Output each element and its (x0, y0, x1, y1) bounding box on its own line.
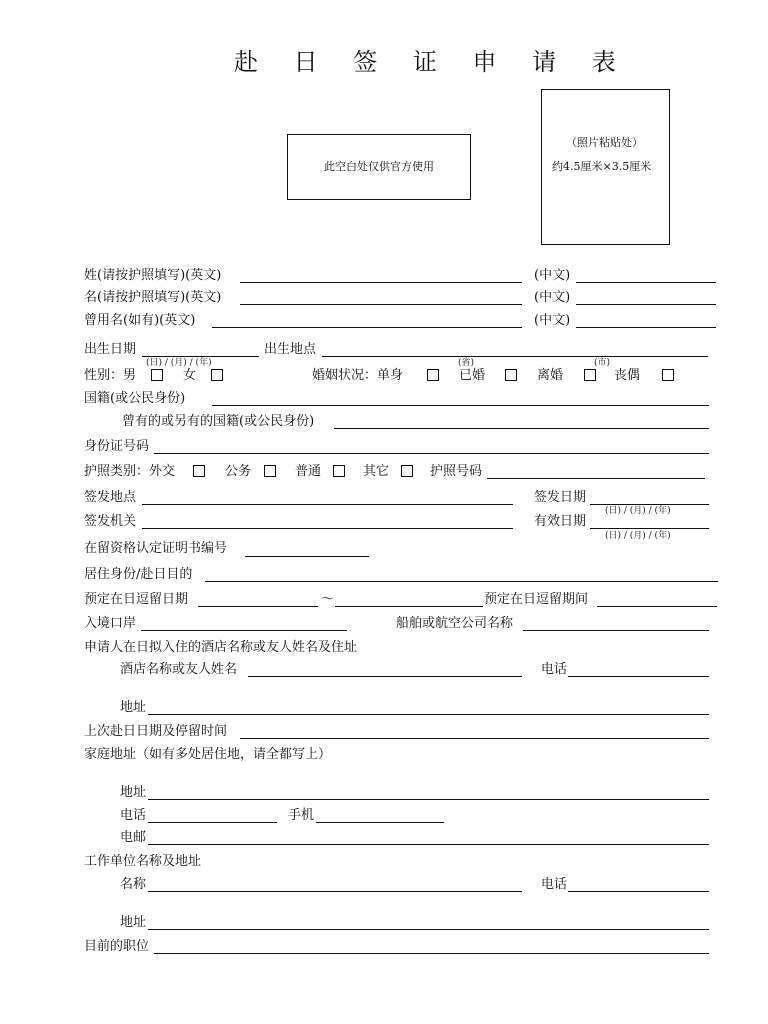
ordinary-label: 普通 (295, 464, 322, 479)
work-header: 工作单位名称及地址 (84, 854, 202, 869)
official-use-text: 此空白处仅供官方使用 (324, 160, 434, 173)
widowed-label: 丧偶 (614, 368, 641, 383)
sex-label: 性别：男 (84, 368, 137, 383)
given-en-field[interactable] (240, 304, 522, 305)
id-number-label: 身份证号码 (84, 439, 150, 454)
stay-dates-label: 预定在日逗留日期 (84, 592, 189, 607)
last-visit-field[interactable] (240, 738, 709, 739)
home-address-label: 地址 (120, 785, 147, 800)
photo-size: 约4.5厘米×3.5厘米 (552, 160, 652, 173)
port-entry-label: 入境口岸 (84, 616, 137, 631)
divorced-label: 离婚 (537, 368, 564, 383)
given-cn-field[interactable] (576, 304, 716, 305)
email-field[interactable] (148, 844, 709, 845)
position-field[interactable] (154, 953, 709, 954)
ship-airline-label: 船舶或航空公司名称 (396, 616, 514, 631)
former-nationality-label: 曾有的或另有的国籍(或公民身份) (122, 414, 315, 429)
city-hint: (市) (594, 358, 611, 368)
work-phone-field[interactable] (568, 891, 709, 892)
purpose-label: 居住身份/赴日目的 (84, 567, 193, 582)
former-name-en-field[interactable] (212, 327, 522, 328)
hotel-phone-field[interactable] (568, 676, 709, 677)
stay-to-field[interactable] (335, 606, 483, 607)
stay-period-field[interactable] (597, 606, 717, 607)
birthplace-field[interactable] (322, 356, 708, 357)
surname-cn-field[interactable] (576, 282, 716, 283)
work-address-label: 地址 (120, 915, 147, 930)
given-en-label: 名(请按护照填写)(英文) (84, 290, 222, 305)
issue-place-label: 签发地点 (84, 490, 137, 505)
issue-date-field[interactable] (590, 504, 709, 505)
married-label: 已婚 (459, 368, 486, 383)
surname-en-label: 姓(请按护照填写)(英文) (84, 268, 222, 283)
hotel-name-label: 酒店名称或友人姓名 (120, 662, 238, 677)
home-address-field[interactable] (148, 799, 709, 800)
dob-label: 出生日期 (84, 342, 137, 357)
work-address-field[interactable] (148, 929, 709, 930)
passport-no-field[interactable] (487, 478, 705, 479)
nationality-field[interactable] (212, 405, 709, 406)
form-title: 赴 日 签 证 申 请 表 (234, 48, 630, 76)
official-use-box (287, 134, 471, 200)
port-entry-field[interactable] (141, 630, 347, 631)
coe-label: 在留资格认定证明书编号 (84, 541, 228, 556)
province-hint: (省) (458, 358, 475, 368)
issue-authority-field[interactable] (142, 528, 513, 529)
divorced-checkbox[interactable] (584, 369, 596, 381)
dob-hint: (日) / (月) / (年) (146, 358, 212, 368)
photo-box (541, 89, 670, 245)
official-label: 公务 (225, 464, 252, 479)
issue-date-label: 签发日期 (534, 490, 587, 505)
purpose-field[interactable] (205, 581, 718, 582)
given-cn-label: (中文) (534, 290, 571, 305)
single-checkbox[interactable] (427, 369, 439, 381)
issue-authority-label: 签发机关 (84, 514, 137, 529)
coe-field[interactable] (245, 556, 369, 557)
ship-airline-field[interactable] (523, 630, 709, 631)
diplomatic-checkbox[interactable] (193, 465, 205, 477)
former-nationality-field[interactable] (334, 428, 709, 429)
male-checkbox[interactable] (151, 369, 163, 381)
stay-from-field[interactable] (198, 606, 318, 607)
stay-period-label: 预定在日逗留期间 (484, 592, 589, 607)
mobile-field[interactable] (316, 822, 444, 823)
married-checkbox[interactable] (505, 369, 517, 381)
female-label: 女 (183, 368, 197, 383)
former-name-cn-label: (中文) (534, 313, 571, 328)
hotel-phone-label: 电话 (541, 662, 568, 677)
hotel-name-field[interactable] (248, 676, 522, 677)
hotel-address-field[interactable] (148, 714, 709, 715)
expiry-date-label: 有效日期 (534, 514, 587, 529)
passport-no-label: 护照号码 (430, 464, 483, 479)
surname-cn-label: (中文) (534, 268, 571, 283)
position-label: 目前的职位 (84, 939, 150, 954)
work-phone-label: 电话 (541, 877, 568, 892)
hotel-header: 申请人在日拟入住的酒店名称或友人姓名及住址 (84, 640, 358, 655)
expiry-date-hint: (日) / (月) / (年) (605, 531, 671, 541)
hotel-address-label: 地址 (120, 700, 147, 715)
home-header: 家庭地址（如有多处居住地，请全都写上） (84, 747, 332, 762)
work-name-field[interactable] (148, 891, 522, 892)
issue-place-field[interactable] (142, 504, 513, 505)
dob-field[interactable] (142, 356, 259, 357)
former-name-cn-field[interactable] (576, 327, 716, 328)
ordinary-checkbox[interactable] (333, 465, 345, 477)
widowed-checkbox[interactable] (662, 369, 674, 381)
other-checkbox[interactable] (401, 465, 413, 477)
marital-label: 婚姻状况：单身 (312, 368, 404, 383)
nationality-label: 国籍(或公民身份) (84, 391, 186, 406)
issue-date-hint: (日) / (月) / (年) (605, 506, 671, 516)
official-checkbox[interactable] (264, 465, 276, 477)
surname-en-field[interactable] (240, 282, 522, 283)
email-label: 电邮 (120, 830, 147, 845)
last-visit-label: 上次赴日日期及停留时间 (84, 724, 228, 739)
other-label: 其它 (363, 464, 390, 479)
birthplace-label: 出生地点 (264, 342, 317, 357)
tilde: ～ (321, 592, 335, 607)
photo-label: （照片粘贴处） (566, 136, 643, 149)
mobile-label: 手机 (288, 808, 315, 823)
home-phone-label: 电话 (120, 808, 147, 823)
work-name-label: 名称 (120, 877, 147, 892)
female-checkbox[interactable] (211, 369, 223, 381)
passport-type-label: 护照类别：外交 (84, 464, 176, 479)
home-phone-field[interactable] (148, 822, 277, 823)
expiry-date-field[interactable] (590, 528, 709, 529)
id-number-field[interactable] (154, 453, 709, 454)
former-name-label: 曾用名(如有)(英文) (84, 313, 196, 328)
